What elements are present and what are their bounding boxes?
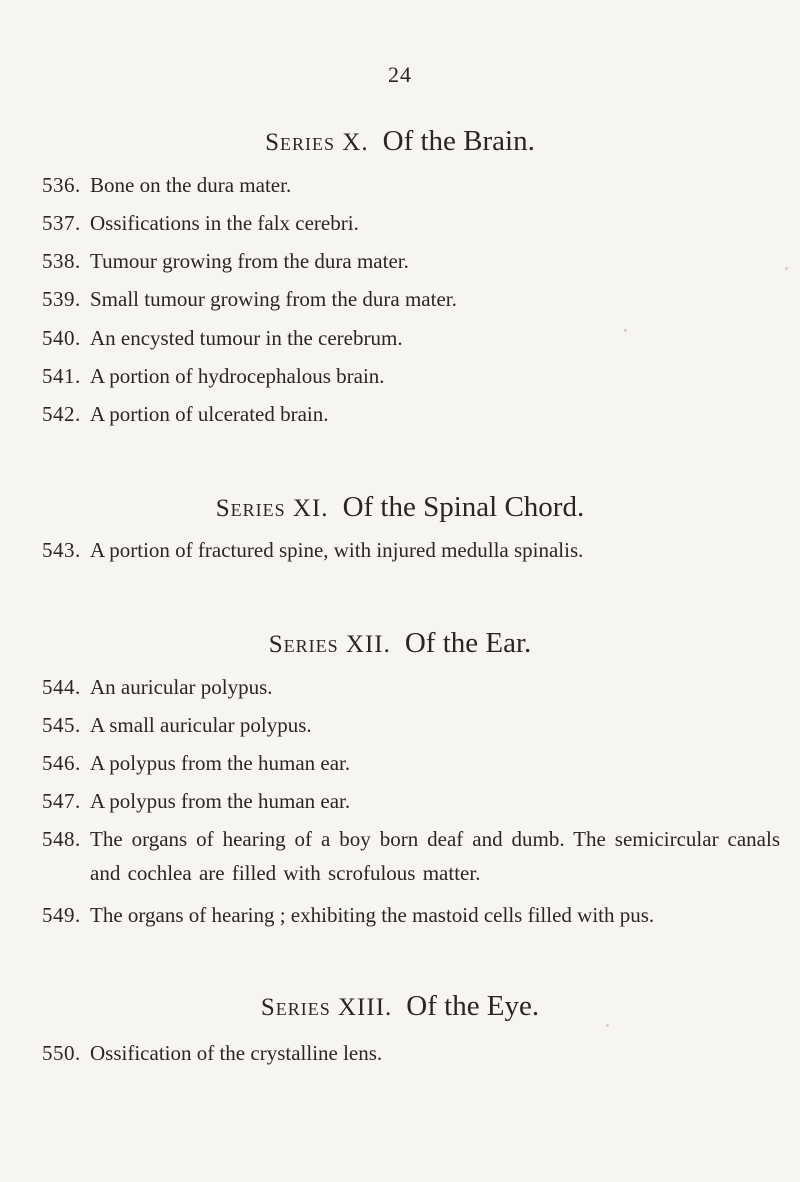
paper-speck — [624, 329, 627, 332]
catalogue-entry-544 — [42, 670, 782, 704]
entry-number: 536. — [42, 173, 81, 197]
entry-text: Ossification of the crystalline lens. — [90, 1041, 383, 1065]
entry-number: 544. — [42, 675, 81, 699]
series-label: Series XIII. — [260, 994, 393, 1021]
entry-text: A polypus from the human ear. — [90, 751, 351, 775]
entry-number: 550. — [42, 1041, 81, 1065]
catalogue-entry-536 — [42, 168, 782, 202]
entry-text: Small tumour growing from the dura mater. — [90, 287, 457, 311]
entry-number: 538. — [42, 249, 81, 273]
catalogue-entry-539 — [42, 282, 782, 316]
catalogue-entry-547 — [42, 784, 782, 818]
catalogue-entry-538 — [42, 244, 782, 278]
entry-number: 541. — [42, 364, 81, 388]
catalogue-entry-542 — [42, 397, 782, 431]
entry-text: A portion of ulcerated brain. — [90, 402, 329, 426]
entry-text: A portion of fractured spine, with injured medulla spinalis. — [90, 538, 584, 562]
entry-number: 537. — [42, 211, 81, 235]
entry-number: 543. — [42, 538, 81, 562]
entry-text: Ossifications in the falx cerebri. — [90, 211, 359, 235]
entry-text: An encysted tumour in the cerebrum. — [90, 326, 403, 350]
entry-number: 546. — [42, 751, 81, 775]
catalogue-entry-543 — [42, 533, 782, 567]
entry-text: Tumour growing from the dura mater. — [90, 249, 409, 273]
catalogue-entry-540 — [42, 321, 782, 355]
entry-number: 545. — [42, 713, 81, 737]
entry-number: 540. — [42, 326, 81, 350]
entry-number: 547. — [42, 789, 81, 813]
series-heading-xi — [0, 491, 800, 524]
series-title: Of the Brain. — [382, 125, 535, 157]
entry-text: The organs of hearing of a boy born deaf and dumb. The semicircular canals and cochlea are filled with scrofulous matter. — [90, 827, 780, 885]
entry-number: 539. — [42, 287, 81, 311]
paper-speck — [606, 1024, 609, 1027]
catalogue-entry-541 — [42, 359, 782, 393]
catalogue-entry-545 — [42, 708, 782, 742]
series-heading-xii — [0, 627, 800, 660]
series-heading-x — [0, 125, 800, 158]
series-heading-xiii — [0, 990, 800, 1023]
catalogue-entry-549 — [42, 898, 782, 932]
series-title: Of the Spinal Chord. — [342, 491, 585, 523]
series-label: Series X. — [265, 129, 369, 156]
series-title: Of the Eye. — [406, 990, 540, 1022]
catalogue-entry-537 — [42, 206, 782, 240]
entry-number: 542. — [42, 402, 81, 426]
catalogue-entry-550 — [42, 1036, 782, 1070]
entry-text: An auricular polypus. — [90, 675, 273, 699]
entry-number: 549. — [42, 903, 81, 927]
entry-text: A portion of hydrocephalous brain. — [90, 364, 385, 388]
page-number: 24 — [388, 62, 412, 87]
series-label: Series XI. — [215, 495, 329, 522]
entry-text: The organs of hearing ; exhibiting the mastoid cells filled with pus. — [90, 903, 655, 927]
paper-speck — [785, 267, 788, 270]
entry-text: A polypus from the human ear. — [90, 789, 351, 813]
series-title: Of the Ear. — [404, 627, 532, 659]
entry-number: 548. — [42, 827, 81, 851]
catalogue-entry-546 — [42, 746, 782, 780]
entry-text: Bone on the dura mater. — [90, 173, 292, 197]
entry-text: A small auricular polypus. — [90, 713, 312, 737]
catalogue-entry-548 — [42, 822, 782, 890]
series-label: Series XII. — [268, 631, 391, 658]
